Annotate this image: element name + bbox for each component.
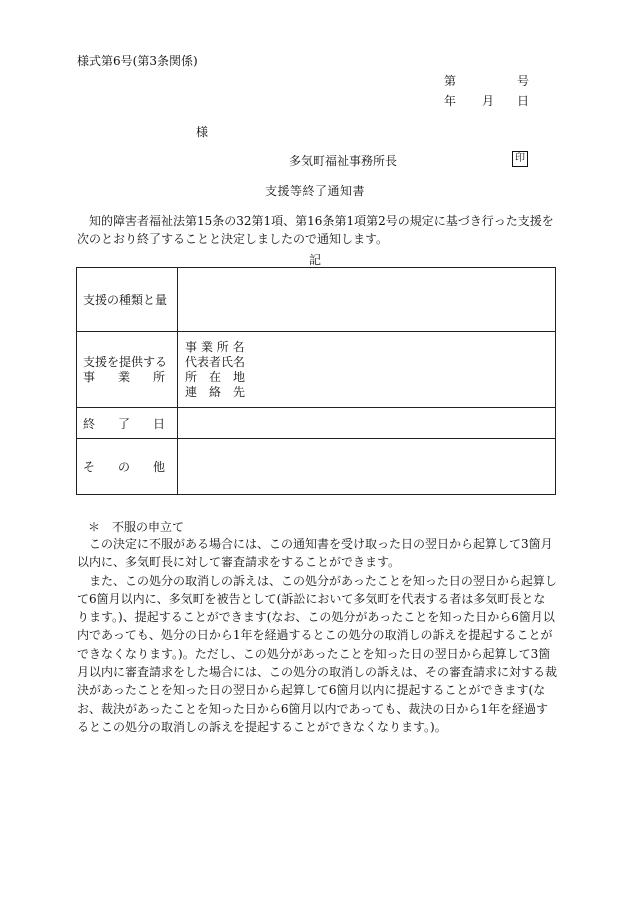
body-text: 知的障害者福祉法第15条の32第1項、第16条第1項第2号の規定に基づき行った支援を次のとおり終了することと決定しましたので通知します。 bbox=[77, 214, 554, 246]
document-title: 支援等終了通知書 bbox=[264, 184, 365, 198]
end-date-label bbox=[77, 408, 178, 439]
label-char: 事 bbox=[83, 369, 96, 384]
provider-field-office: 事 業 所 名 bbox=[185, 339, 245, 354]
form-number: 様式第6号(第3条関係) bbox=[77, 54, 198, 68]
appeal-paragraph: また、この処分の取消しの訴えは、この処分があったことを知った日の翌日から起算して6箇月以内に、多気町を被告として(訴訟において多気町を代表する者は多気町長となります。)、提起することができます(なお、この処分があったことを知った日から6箇月以内であっても、処分の日から1年を経過するとこの処分の取消しの訴えを提起することができなくなります。)。ただし、この処分があったことを知った日の翌日から起算して3箇月以内に審査請求をした場合には、この処分の取消しの訴えは、その審査請求に対する裁決があったことを知った日の翌日から起算して6箇月以内に提起することができます(なお、裁決があったことを知った日から6箇月以内であっても、裁決の日から1年を経過するとこの処分の取消しの訴えを提起することができなくなります。)。 bbox=[77, 573, 558, 734]
table-row bbox=[77, 268, 556, 332]
appeal-heading: ＊ 不服の申立て bbox=[88, 520, 185, 534]
label-char: そ bbox=[83, 460, 96, 474]
support-type-value bbox=[178, 268, 556, 332]
date-day: 日 bbox=[517, 94, 530, 108]
provider-label bbox=[77, 332, 178, 408]
table-row bbox=[77, 332, 556, 408]
number-prefix: 第 bbox=[444, 74, 457, 88]
appeal-text bbox=[77, 535, 557, 736]
number-suffix: 号 bbox=[517, 74, 530, 88]
provider-fields bbox=[178, 332, 556, 408]
label-char: の bbox=[117, 460, 130, 474]
provider-field-contact: 連 絡 先 bbox=[185, 384, 246, 399]
sender-name: 多気町福祉事務所長 bbox=[289, 154, 398, 168]
label-char: 業 bbox=[117, 369, 130, 384]
label-char: 所 bbox=[152, 369, 165, 384]
date-month: 月 bbox=[482, 94, 495, 108]
label-char: 日 bbox=[152, 416, 165, 431]
seal-mark: 印 bbox=[512, 151, 528, 167]
appeal-paragraph: この決定に不服がある場合には、この通知書を受け取った日の翌日から起算して3箇月以内に、多気町長に対して審査請求をすることができます。 bbox=[77, 537, 553, 570]
detail-table bbox=[76, 267, 556, 495]
addressee-suffix: 様 bbox=[196, 125, 209, 139]
other-label bbox=[77, 439, 178, 495]
provider-field-address: 所 在 地 bbox=[185, 369, 246, 384]
table-row bbox=[77, 408, 556, 439]
label-char: 他 bbox=[152, 460, 165, 474]
provider-label-line2 bbox=[83, 370, 165, 385]
table-row bbox=[77, 439, 556, 495]
support-type-label: 支援の種類と量 bbox=[77, 268, 178, 332]
label-char: 了 bbox=[117, 416, 130, 431]
ki-heading: 記 bbox=[308, 253, 321, 267]
label-char: 終 bbox=[83, 416, 96, 431]
other-value bbox=[178, 439, 556, 495]
provider-label-line1: 支援を提供する bbox=[83, 354, 168, 369]
end-date-value bbox=[178, 408, 556, 439]
date-year: 年 bbox=[444, 94, 457, 108]
provider-field-representative: 代表者氏名 bbox=[185, 354, 246, 369]
